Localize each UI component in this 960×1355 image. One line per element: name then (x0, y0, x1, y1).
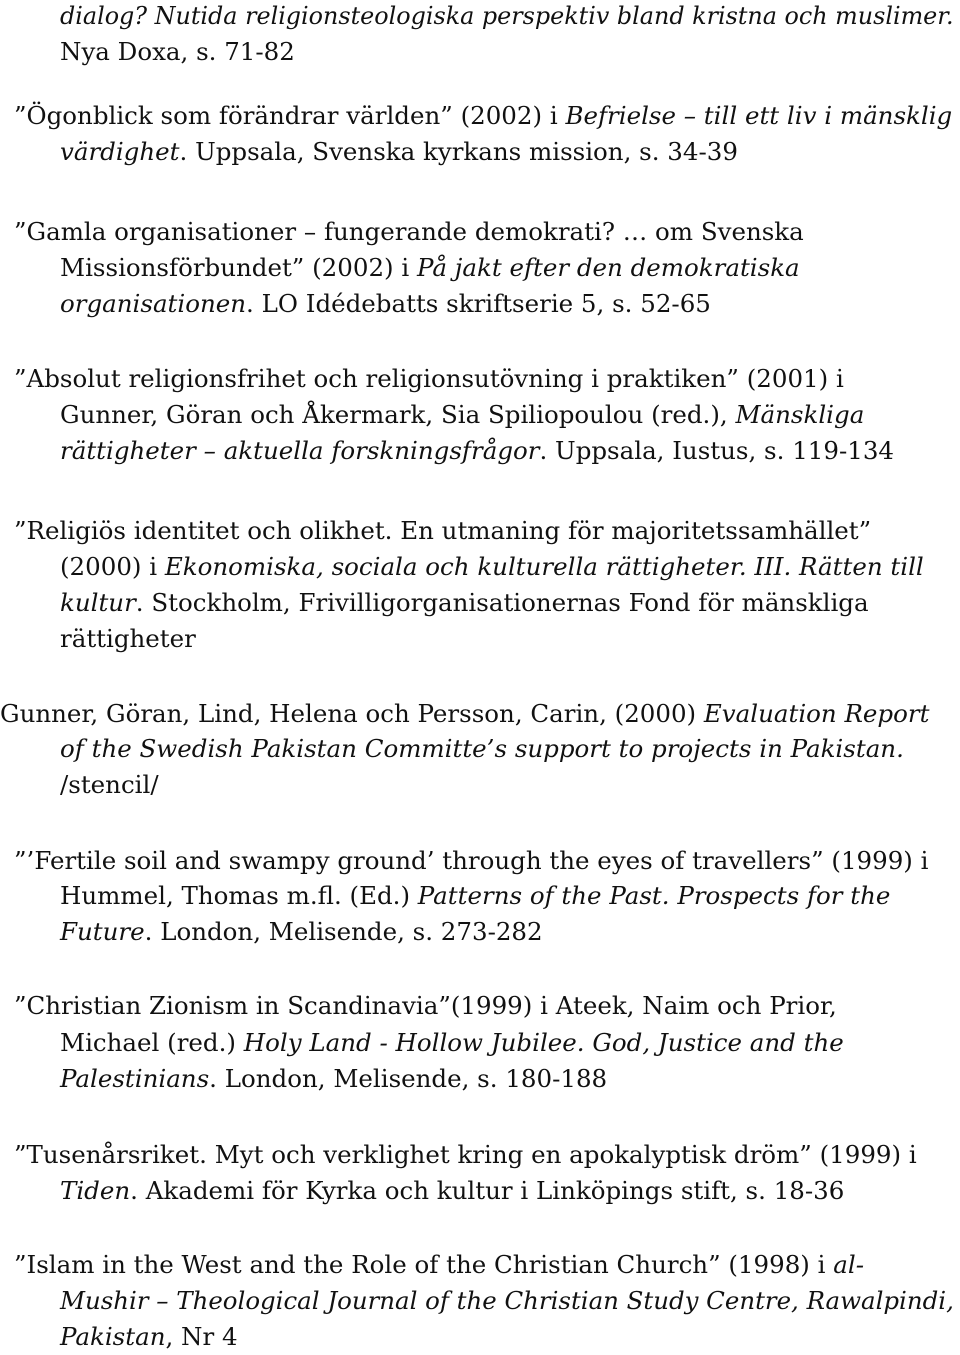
italic-text: Ekonomiska, sociala och kulturella rättigheter. III. Rätten till (164, 552, 924, 581)
roman-text: . London, Melisende, s. 180-188 (209, 1064, 608, 1093)
entry-line (60, 878, 890, 914)
italic-text: Future (60, 917, 145, 946)
roman-text: ”Religiös identitet och olikhet. En utmaning för majoritetssamhället” (14, 516, 872, 545)
entry-line (14, 1247, 864, 1283)
entry-line (14, 988, 837, 1024)
italic-text: På jakt efter den demokratiska (417, 253, 800, 282)
roman-text: /stencil/ (60, 770, 159, 799)
italic-text: Mänskliga (735, 400, 865, 429)
entry-line (0, 696, 929, 732)
entry-line (60, 250, 800, 286)
italic-text: kultur (60, 588, 136, 617)
italic-text: rättigheter – aktuella forskningsfrågor (60, 436, 540, 465)
roman-text: ”Islam in the West and the Role of the Christian Church” (1998) i (14, 1250, 834, 1279)
roman-text: ”Absolut religionsfrihet och religionsutövning i praktiken” (2001) i (14, 364, 844, 393)
entry-line (60, 914, 543, 950)
italic-text: Patterns of the Past. Prospects for the (417, 881, 891, 910)
roman-text: . Uppsala, Iustus, s. 119-134 (539, 436, 895, 465)
entry-line (60, 0, 954, 34)
roman-text: . Stockholm, Frivilligorganisationernas Fond för mänskliga (135, 588, 869, 617)
roman-text: . Uppsala, Svenska kyrkans mission, s. 34-39 (179, 137, 738, 166)
italic-text: Pakistan (60, 1322, 166, 1351)
roman-text: ”Christian Zionism in Scandinavia”(1999) i Ateek, Naim och Prior, (14, 991, 837, 1020)
italic-text: Palestinians (60, 1064, 210, 1093)
italic-text: organisationen (60, 289, 247, 318)
entry-line (14, 513, 871, 549)
entry-line (60, 1061, 607, 1097)
roman-text: (2000) i (60, 552, 165, 581)
entry-line (14, 361, 844, 397)
entry-line (14, 843, 928, 879)
entry-line (14, 98, 952, 134)
roman-text: ”’Fertile soil and swampy ground’ through the eyes of travellers” (1999) i (14, 846, 929, 875)
entry-line (60, 767, 159, 803)
roman-text: Missionsförbundet” (2002) i (60, 253, 417, 282)
roman-text: Nya Doxa, s. 71-82 (60, 37, 295, 66)
italic-text: Tiden (60, 1176, 131, 1205)
roman-text: , Nr 4 (165, 1322, 238, 1351)
entry-line (60, 134, 738, 170)
roman-text: Michael (red.) (60, 1028, 244, 1057)
roman-text: . Akademi för Kyrka och kultur i Linköpings stift, s. 18-36 (130, 1176, 845, 1205)
entry-line (60, 549, 924, 585)
italic-text: Mushir – Theological Journal of the Christian Study Centre, Rawalpindi, (60, 1286, 954, 1315)
italic-text: Holy Land - Hollow Jubilee. God, Justice and the (243, 1028, 844, 1057)
entry-line (14, 1137, 917, 1173)
entry-line (14, 214, 804, 250)
roman-text: ”Ögonblick som förändrar världen” (2002) i (14, 101, 566, 130)
roman-text: Gunner, Göran, Lind, Helena och Persson, Carin, (2000) (0, 699, 704, 728)
roman-text: Gunner, Göran och Åkermark, Sia Spiliopoulou (red.), (60, 400, 736, 429)
entry-line (60, 286, 711, 322)
entry-line (60, 1025, 844, 1061)
italic-text: Befrielse – till ett liv i mänsklig (565, 101, 953, 130)
roman-text: rättigheter (60, 624, 196, 653)
italic-text: värdighet (60, 137, 180, 166)
roman-text: ”Tusenårsriket. Myt och verklighet kring en apokalyptisk dröm” (1999) i (14, 1140, 917, 1169)
roman-text: Hummel, Thomas m.fl. (Ed.) (60, 881, 418, 910)
entry-line (60, 34, 295, 70)
entry-line (60, 585, 869, 621)
entry-line (60, 731, 904, 767)
entry-line (60, 397, 864, 433)
roman-text: ”Gamla organisationer – fungerande demokrati? … om Svenska (14, 217, 804, 246)
entry-line (60, 433, 894, 469)
italic-text: dialog? Nutida religionsteologiska perspektiv bland kristna och muslimer. (60, 2, 954, 30)
roman-text: . London, Melisende, s. 273-282 (144, 917, 543, 946)
entry-line (60, 1283, 954, 1319)
roman-text: . LO Idédebatts skriftserie 5, s. 52-65 (246, 289, 711, 318)
entry-line (60, 621, 196, 657)
italic-text: Evaluation Report (703, 699, 930, 728)
entry-line (60, 1173, 844, 1209)
entry-line (60, 1319, 238, 1355)
italic-text: of the Swedish Pakistan Committe’s support to projects in Pakistan. (60, 734, 904, 763)
italic-text: al- (833, 1250, 864, 1279)
